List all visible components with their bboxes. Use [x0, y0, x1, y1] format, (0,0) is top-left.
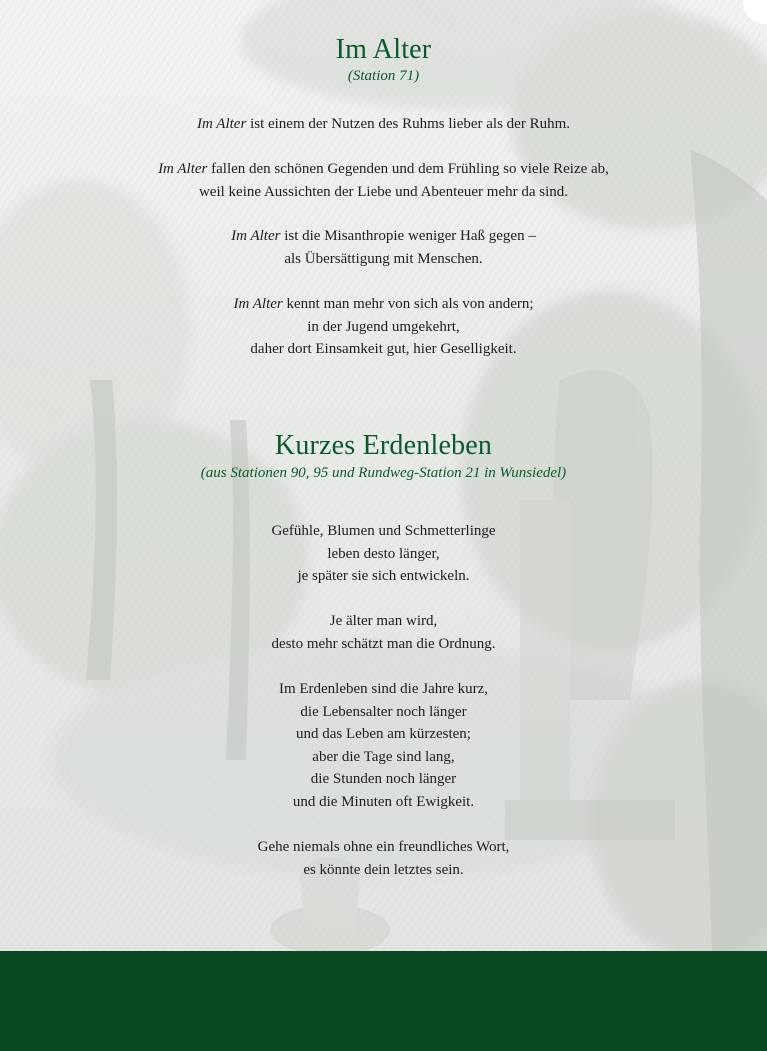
section1-subtitle: (Station 71): [347, 68, 420, 84]
section1-title: Im Alter: [335, 34, 432, 65]
paragraph-line: aber die Tage sind lang,: [312, 748, 455, 765]
section2-title: Kurzes Erdenleben: [274, 430, 493, 461]
paragraph-line: ist die Misanthropie weniger Haß gegen –: [280, 228, 536, 244]
paragraph-line: leben desto länger,: [327, 545, 440, 562]
paragraph-line: und die Minuten oft Ewigkeit.: [292, 793, 475, 810]
paragraph-line: daher dort Einsamkeit gut, hier Geselligkeit.: [250, 341, 517, 357]
paragraph-line: und das Leben am kürzesten;: [296, 726, 471, 742]
section2-paragraph-3: [0, 678, 767, 813]
paragraph-lead: Im Alter: [231, 228, 281, 244]
paragraph-line: kennt man mehr von sich als von andern;: [282, 296, 534, 312]
paragraph-lead: Im Alter: [197, 116, 247, 132]
paragraph-line: weil keine Aussichten der Liebe und Abenteuer mehr da sind.: [198, 183, 569, 200]
section2-paragraph-2: [0, 610, 767, 655]
paragraph-line: die Stunden noch länger: [310, 771, 457, 787]
paragraph-line: Gefühle, Blumen und Schmetterlinge: [271, 523, 496, 539]
paragraph-line: in der Jugend umgekehrt,: [307, 318, 460, 335]
section1-paragraph-4: [0, 293, 767, 361]
paragraph-line: es könnte dein letztes sein.: [303, 861, 464, 878]
paragraph-lead: Im Alter: [233, 296, 283, 312]
section2-paragraph-1: [0, 520, 767, 588]
section1-paragraph-1: [0, 113, 767, 136]
section1-paragraph-2: [0, 158, 767, 203]
footer-band: [0, 951, 767, 1051]
paragraph-line: fallen den schönen Gegenden und dem Frühling so viele Reize ab,: [207, 161, 609, 177]
section2-subtitle: (aus Stationen 90, 95 und Rundweg-Station 21 in Wunsiedel): [200, 465, 567, 481]
section1-paragraph-3: [0, 225, 767, 270]
paragraph-line: Gehe niemals ohne ein freundliches Wort,: [257, 839, 510, 855]
section2-paragraph-4: [0, 836, 767, 881]
paragraph-line: desto mehr schätzt man die Ordnung.: [271, 635, 496, 652]
paragraph-line: Je älter man wird,: [329, 613, 438, 629]
paragraph-line: ist einem der Nutzen des Ruhms lieber als der Ruhm.: [246, 116, 570, 132]
paragraph-line: Im Erdenleben sind die Jahre kurz,: [278, 681, 489, 697]
paragraph-line: als Übersättigung mit Menschen.: [284, 250, 483, 267]
paragraph-lead: Im Alter: [158, 161, 208, 177]
paragraph-line: die Lebensalter noch länger: [300, 703, 467, 720]
paragraph-line: je später sie sich entwickeln.: [297, 568, 470, 584]
